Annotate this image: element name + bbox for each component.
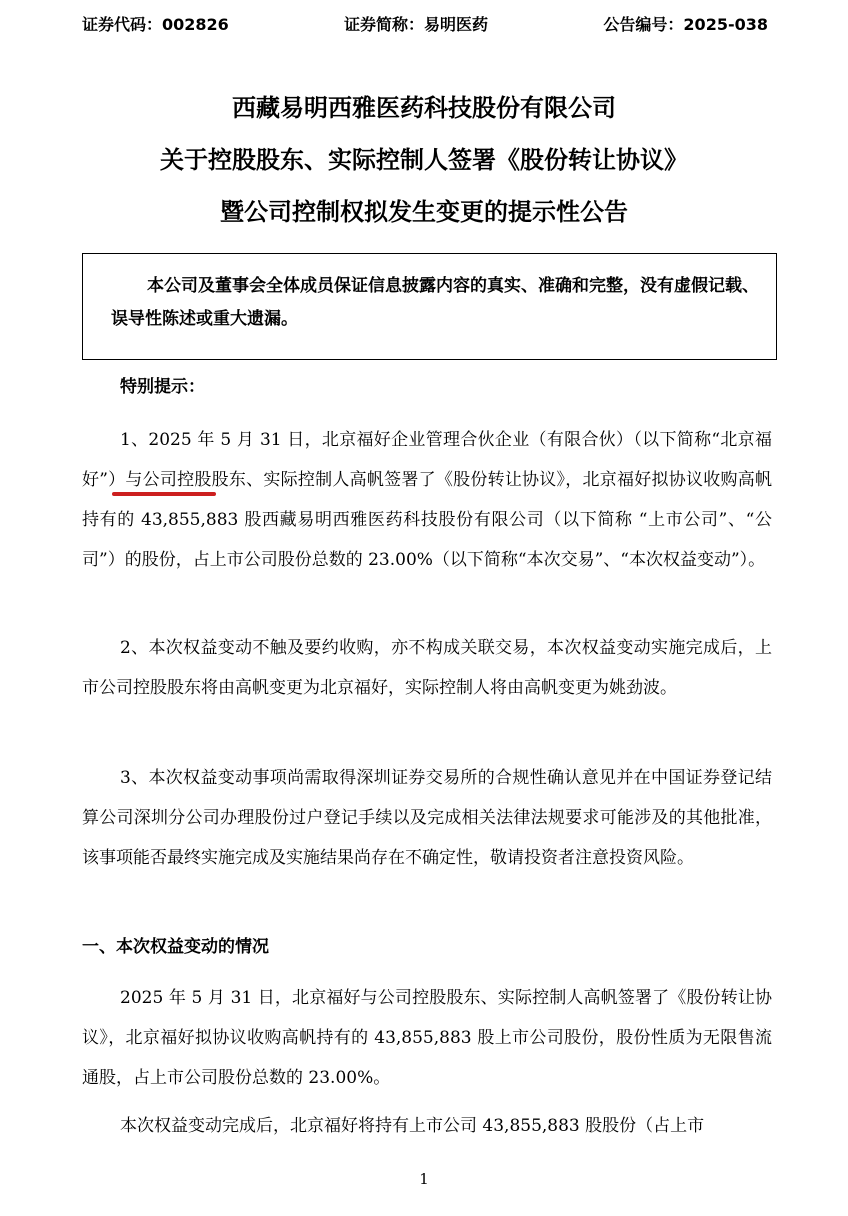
section-1-heading: 一、本次权益变动的情况 bbox=[82, 937, 269, 957]
stock-code: 证券代码：002826 bbox=[82, 15, 229, 34]
special-tips-heading: 特别提示： bbox=[120, 377, 205, 397]
tip-item-2: 2、本次权益变动不触及要约收购，亦不构成关联交易，本次权益变动实施完成后，上市公司控股股东将由高帆变更为北京福好，实际控制人将由高帆变更为姚劲波。 bbox=[82, 638, 772, 698]
disclosure-notice-text: 本公司及董事会全体成员保证信息披露内容的真实、准确和完整，没有虚假记载、误导性陈述或重大遗漏。 bbox=[111, 276, 759, 329]
page-number: 1 bbox=[419, 1170, 429, 1188]
section-1-paragraph-1: 2025 年 5 月 31 日，北京福好与公司控股股东、实际控制人高帆签署了《股份转让协议》，北京福好拟协议收购高帆持有的 43,855,883 股上市公司股份，股份性质为无限售流通股，占上市公司股份总数的 23.00%。 bbox=[82, 988, 772, 1088]
disclosure-notice-box bbox=[82, 253, 777, 360]
announcement-number: 公告编号：2025-038 bbox=[603, 15, 768, 34]
document-title bbox=[0, 90, 848, 246]
section-1-paragraph-2: 本次权益变动完成后，北京福好将持有上市公司 43,855,883 股股份（占上市 bbox=[120, 1116, 705, 1136]
title-company: 西藏易明西雅医药科技股份有限公司 bbox=[232, 94, 616, 122]
document-header bbox=[82, 12, 768, 36]
tip-item-1: 1、2025 年 5 月 31 日，北京福好企业管理合伙企业（有限合伙）（以下简称“北京福好”）与公司控股股东、实际控制人高帆签署了《股份转让协议》，北京福好拟协议收购高帆持有的 43,855,883 股西藏易明西雅医药科技股份有限公司（以下简称 “上市公司”、“公司”）的股份，占上市公司股份总数的 23.00%（以下简称“本次交易”、“本次权益变动”）。 bbox=[82, 430, 772, 570]
tip-item-3: 3、本次权益变动事项尚需取得深圳证券交易所的合规性确认意见并在中国证券登记结算公司深圳分公司办理股份过户登记手续以及完成相关法律法规要求可能涉及的其他批准，该事项能否最终实施完成及实施结果尚存在不确定性，敬请投资者注意投资风险。 bbox=[82, 768, 772, 868]
title-subject: 关于控股股东、实际控制人签署《股份转让协议》 bbox=[160, 146, 688, 174]
title-subtitle: 暨公司控制权拟发生变更的提示性公告 bbox=[220, 198, 628, 226]
red-underline-annotation bbox=[112, 492, 216, 496]
stock-short-name: 证券简称：易明医药 bbox=[344, 15, 489, 34]
